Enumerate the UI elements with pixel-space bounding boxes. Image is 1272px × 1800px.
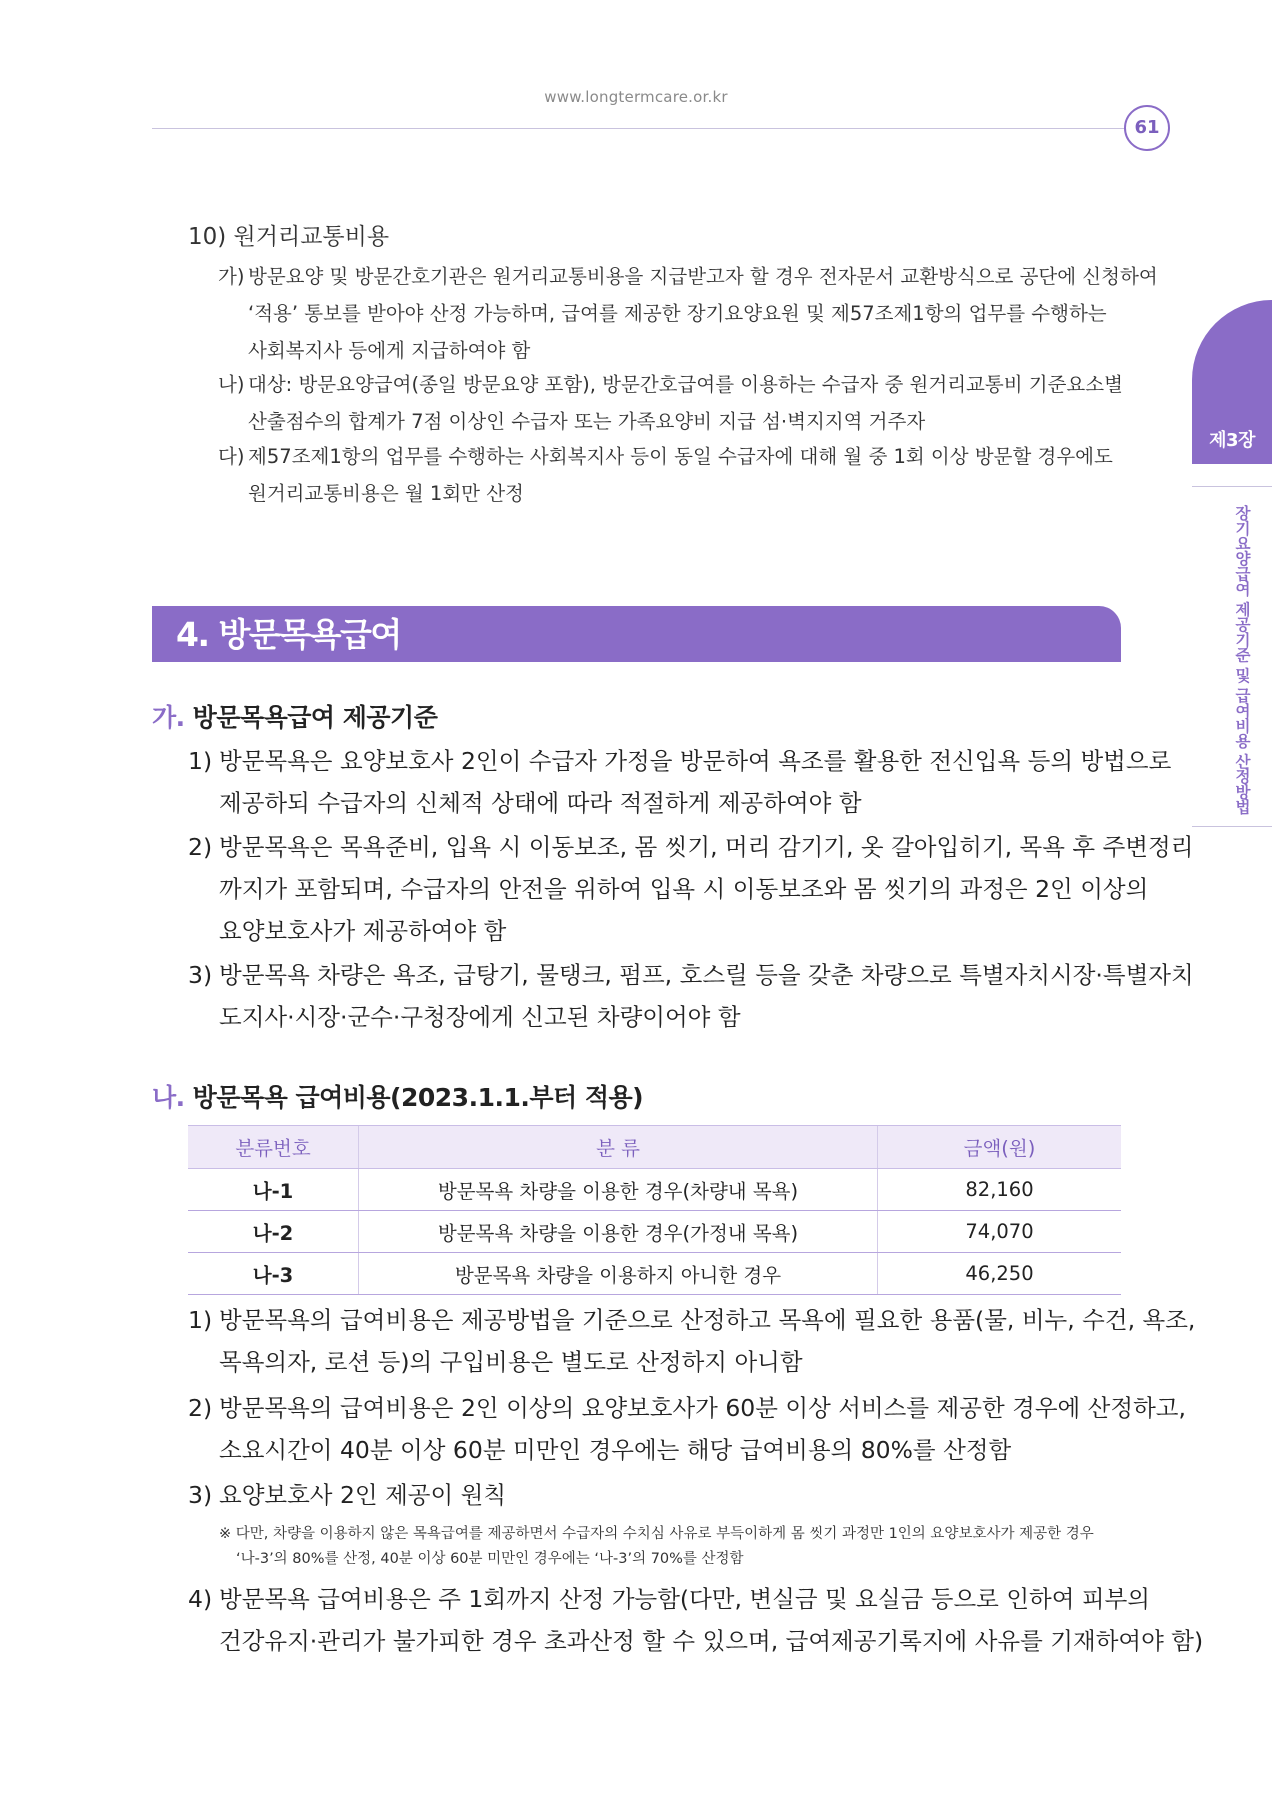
table-row: [188, 1211, 1121, 1253]
table-cell: 나-2: [188, 1211, 359, 1253]
item-marker: 3): [188, 1481, 213, 1509]
item-line: 사회복지사 등에게 지급하여야 함: [248, 339, 531, 362]
table-cell: 나-1: [188, 1169, 359, 1211]
subsection-marker: 나.: [152, 1083, 185, 1112]
header-divider: [152, 128, 1127, 129]
item-line: 도지사·시장·군수·구청장에게 신고된 차량이어야 함: [219, 1003, 741, 1031]
fee-table: [188, 1125, 1121, 1295]
chapter-tab: [1192, 300, 1272, 464]
item-line: 건강유지·관리가 불가피한 경우 초과산정 할 수 있으며, 급여제공기록지에 사유를 기재하여야 함): [219, 1627, 1204, 1655]
item-line: 대상: 방문요양급여(종일 방문요양 포함), 방문간호급여를 이용하는 수급자 중 원거리교통비 기준요소별: [248, 373, 1123, 396]
item-line: ‘적용’ 통보를 받아야 산정 가능하며, 급여를 제공한 장기요양요원 및 제57조제1항의 업무를 수행하는: [248, 302, 1107, 325]
subsection-heading: [152, 698, 437, 734]
item-line: 목욕의자, 로션 등)의 구입비용은 별도로 산정하지 아니함: [219, 1348, 803, 1376]
item-line: 요양보호사 2인 제공이 원칙: [219, 1481, 507, 1509]
table-cell: 방문목욕 차량을 이용하지 아니한 경우: [359, 1253, 878, 1295]
side-divider-top: [1192, 486, 1272, 487]
column-header: 분 류: [359, 1126, 878, 1169]
chapter-label: 제3장: [1209, 430, 1255, 451]
section-title: 4. 방문목욕급여: [176, 615, 401, 654]
item-line: 방문목욕 차량은 욕조, 급탕기, 물탱크, 펌프, 호스릴 등을 갖춘 차량으로 특별자치시장·특별자치: [219, 961, 1194, 989]
site-url: www.longtermcare.or.kr: [544, 88, 728, 106]
table-row: [188, 1253, 1121, 1295]
subsection-heading: [152, 1078, 643, 1114]
section-heading-distance-transport: 10) 원거리교통비용: [188, 224, 390, 250]
item-marker: 1): [188, 747, 213, 775]
item-line: 산출점수의 합계가 7점 이상인 수급자 또는 가족요양비 지급 섬·벽지지역 거주자: [248, 410, 926, 433]
item-line: 제57조제1항의 업무를 수행하는 사회복지사 등이 동일 수급자에 대해 월 중 1회 이상 방문할 경우에도: [248, 445, 1113, 468]
item-marker: 3): [188, 961, 213, 989]
item-marker: 2): [188, 833, 213, 861]
table-row: [188, 1169, 1121, 1211]
table-cell: 방문목욕 차량을 이용한 경우(가정내 목욕): [359, 1211, 878, 1253]
item-marker: 가): [218, 265, 245, 288]
item-marker: 다): [218, 445, 245, 468]
item-line: 요양보호사가 제공하여야 함: [219, 917, 507, 945]
footnote-line: ※ 다만, 차량을 이용하지 않은 목욕급여를 제공하면서 수급자의 수치심 사유로 부득이하게 몸 씻기 과정만 1인의 요양보호사가 제공한 경우: [219, 1526, 1094, 1542]
item-line: 방문목욕은 요양보호사 2인이 수급자 가정을 방문하여 욕조를 활용한 전신입욕 등의 방법으로: [219, 747, 1172, 775]
table-cell: 74,070: [878, 1211, 1122, 1253]
item-line: 방문요양 및 방문간호기관은 원거리교통비용을 지급받고자 할 경우 전자문서 교환방식으로 공단에 신청하여: [248, 265, 1158, 288]
column-header: 분류번호: [188, 1126, 359, 1169]
item-line: 원거리교통비용은 월 1회만 산정: [248, 482, 524, 505]
chapter-title: 장기요양급여 제공기준 및 급여비용 산정방법: [1233, 505, 1251, 815]
footnote-line: ‘나-3’의 80%를 산정, 40분 이상 60분 미만인 경우에는 ‘나-3’의 70%를 산정함: [236, 1551, 744, 1567]
column-header: 금액(원): [878, 1126, 1122, 1169]
table-cell: 방문목욕 차량을 이용한 경우(차량내 목욕): [359, 1169, 878, 1211]
item-line: 소요시간이 40분 이상 60분 미만인 경우에는 해당 급여비용의 80%를 산정함: [219, 1436, 1012, 1464]
page-number: 61: [1124, 105, 1170, 151]
subsection-marker: 가.: [152, 703, 185, 732]
item-marker: 4): [188, 1585, 213, 1613]
section-banner: [152, 606, 1121, 662]
table-cell: 46,250: [878, 1253, 1122, 1295]
item-line: 방문목욕 급여비용은 주 1회까지 산정 가능함(다만, 변실금 및 요실금 등으로 인하여 피부의: [219, 1585, 1150, 1613]
subsection-title: 방문목욕 급여비용(2023.1.1.부터 적용): [192, 1083, 644, 1112]
subsection-title: 방문목욕급여 제공기준: [192, 703, 438, 732]
item-line: 제공하되 수급자의 신체적 상태에 따라 적절하게 제공하여야 함: [219, 789, 862, 817]
table-header-row: [188, 1126, 1121, 1169]
table-cell: 82,160: [878, 1169, 1122, 1211]
side-divider-bottom: [1192, 826, 1272, 827]
item-line: 방문목욕은 목욕준비, 입욕 시 이동보조, 몸 씻기, 머리 감기기, 옷 갈아입히기, 목욕 후 주변정리: [219, 833, 1194, 861]
item-marker: 1): [188, 1306, 213, 1334]
table-cell: 나-3: [188, 1253, 359, 1295]
item-marker: 2): [188, 1394, 213, 1422]
item-line: 방문목욕의 급여비용은 제공방법을 기준으로 산정하고 목욕에 필요한 용품(물, 비누, 수건, 욕조,: [219, 1306, 1196, 1334]
item-line: 까지가 포함되며, 수급자의 안전을 위하여 입욕 시 이동보조와 몸 씻기의 과정은 2인 이상의: [219, 875, 1149, 903]
item-marker: 나): [218, 373, 245, 396]
item-line: 방문목욕의 급여비용은 2인 이상의 요양보호사가 60분 이상 서비스를 제공한 경우에 산정하고,: [219, 1394, 1186, 1422]
